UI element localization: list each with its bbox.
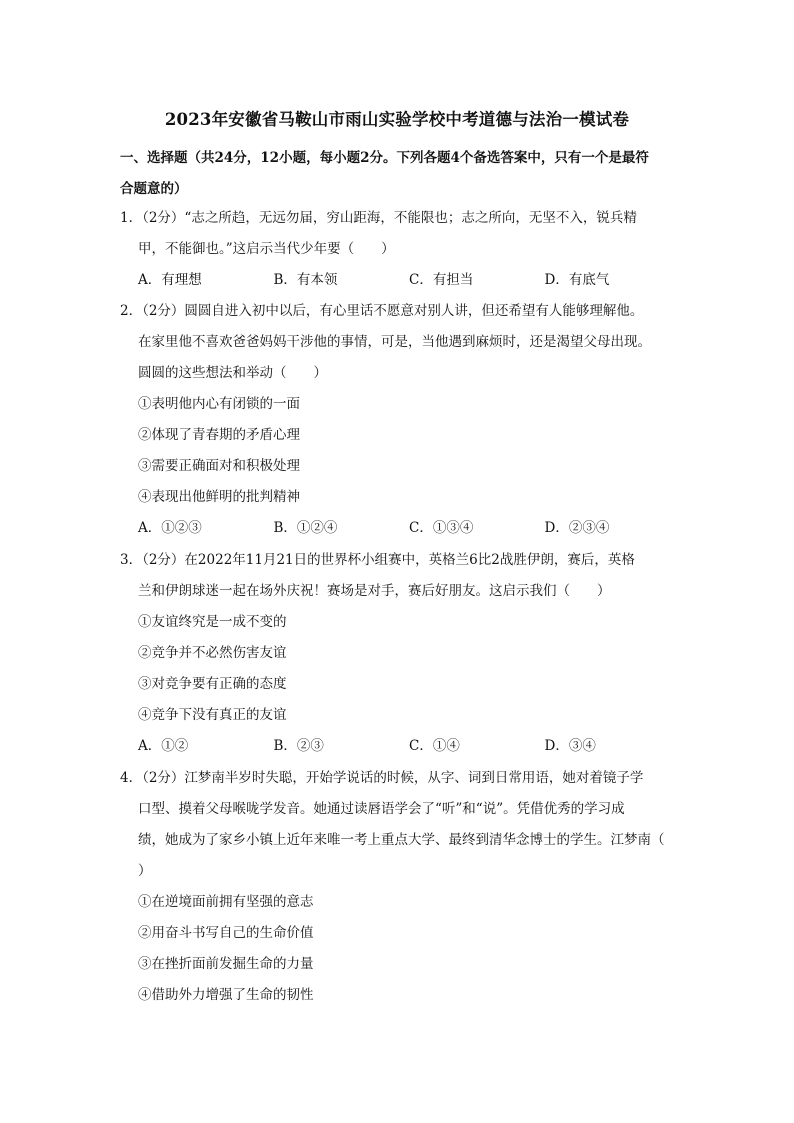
statement-4: ④竞争下没有真正的友谊 xyxy=(138,707,287,723)
statement-3: ③对竞争要有正确的态度 xyxy=(138,676,287,692)
question-stem-line: 3．（2分）在2022年11月21日的世界杯小组赛中，英格兰6比2战胜伊朗，赛后，英格 xyxy=(120,552,635,568)
question-stem-line: 在家里他不喜欢爸爸妈妈干涉他的事情，可是，当他遇到麻烦时，还是渴望父母出现。 xyxy=(138,334,651,350)
section-heading xyxy=(120,143,680,205)
question-stem-line: 2．（2分）圆圆自进入初中以后，有心里话不愿意对别人讲，但还希望有人能够理解他。 xyxy=(120,303,644,319)
statement-2: ②体现了青春期的矛盾心理 xyxy=(138,427,300,443)
choice-d[interactable]: D．③④ xyxy=(544,738,596,754)
question-stem-line: 4．（2分）江梦南半岁时失聪，开始学说话的时候，从字、词到日常用语，她对着镜子学 xyxy=(120,770,644,786)
question-stem-line: 兰和伊朗球迷一起在场外庆祝！赛场是对手，赛后好朋友。这启示我们（ ） xyxy=(138,583,611,599)
choice-d[interactable]: D．有底气 xyxy=(544,272,610,288)
section-heading-line-1: 一、选择题（共24分，12小题，每小题2分。下列各题4个备选答案中，只有一个是最符 xyxy=(120,150,649,166)
answer-choices xyxy=(120,265,680,296)
question-stem-line: 1．（2分）“志之所趋，无远勿届，穷山距海，不能限也；志之所向，无坚不入，锐兵精 xyxy=(120,210,637,226)
answer-choices xyxy=(120,731,680,762)
choice-b[interactable]: B．②③ xyxy=(273,738,324,754)
answer-choices xyxy=(120,513,680,544)
statement-2: ②用奋斗书写自己的生命价值 xyxy=(138,925,314,941)
question-4 xyxy=(120,763,680,1011)
page-title: 2023年安徽省马鞍山市雨山实验学校中考道德与法治一模试卷 xyxy=(164,110,630,129)
statement-4: ④表现出他鲜明的批判精神 xyxy=(138,489,300,505)
statement-3: ③在挫折面前发掘生命的力量 xyxy=(138,956,314,972)
choice-a[interactable]: A．有理想 xyxy=(138,272,202,288)
section-heading-line-2: 合题意的） xyxy=(120,181,188,197)
choice-b[interactable]: B．有本领 xyxy=(273,272,338,288)
choice-d[interactable]: D．②③④ xyxy=(544,520,610,536)
statement-2: ②竞争并不必然伤害友谊 xyxy=(138,645,287,661)
question-2 xyxy=(120,296,680,544)
statement-1: ①在逆境面前拥有坚强的意志 xyxy=(138,894,314,910)
question-stem-line: 甲，不能御也。”这启示当代少年要（ ） xyxy=(138,241,395,257)
question-1 xyxy=(120,203,680,296)
choice-c[interactable]: C．有担当 xyxy=(409,272,474,288)
statement-3: ③需要正确面对和积极处理 xyxy=(138,458,300,474)
question-3 xyxy=(120,545,680,762)
question-stem-line: 绩，她成为了家乡小镇上近年来唯一考上重点大学、最终到清华念博士的学生。江梦南（ xyxy=(138,832,665,848)
statement-1: ①表明他内心有闭锁的一面 xyxy=(138,396,300,412)
statement-1: ①友谊终究是一成不变的 xyxy=(138,614,287,630)
question-stem-line: 圆圆的这些想法和举动（ ） xyxy=(138,365,327,381)
choice-a[interactable]: A．①②③ xyxy=(138,520,202,536)
statement-4: ④借助外力增强了生命的韧性 xyxy=(138,987,314,1003)
choice-b[interactable]: B．①②④ xyxy=(273,520,338,536)
question-stem-line: ） xyxy=(138,863,152,879)
question-stem-line: 口型、摸着父母喉咙学发音。她通过读唇语学会了“听”和“说”。凭借优秀的学习成 xyxy=(138,801,625,817)
choice-c[interactable]: C．①③④ xyxy=(409,520,474,536)
choice-a[interactable]: A．①② xyxy=(138,738,189,754)
choice-c[interactable]: C．①④ xyxy=(409,738,460,754)
